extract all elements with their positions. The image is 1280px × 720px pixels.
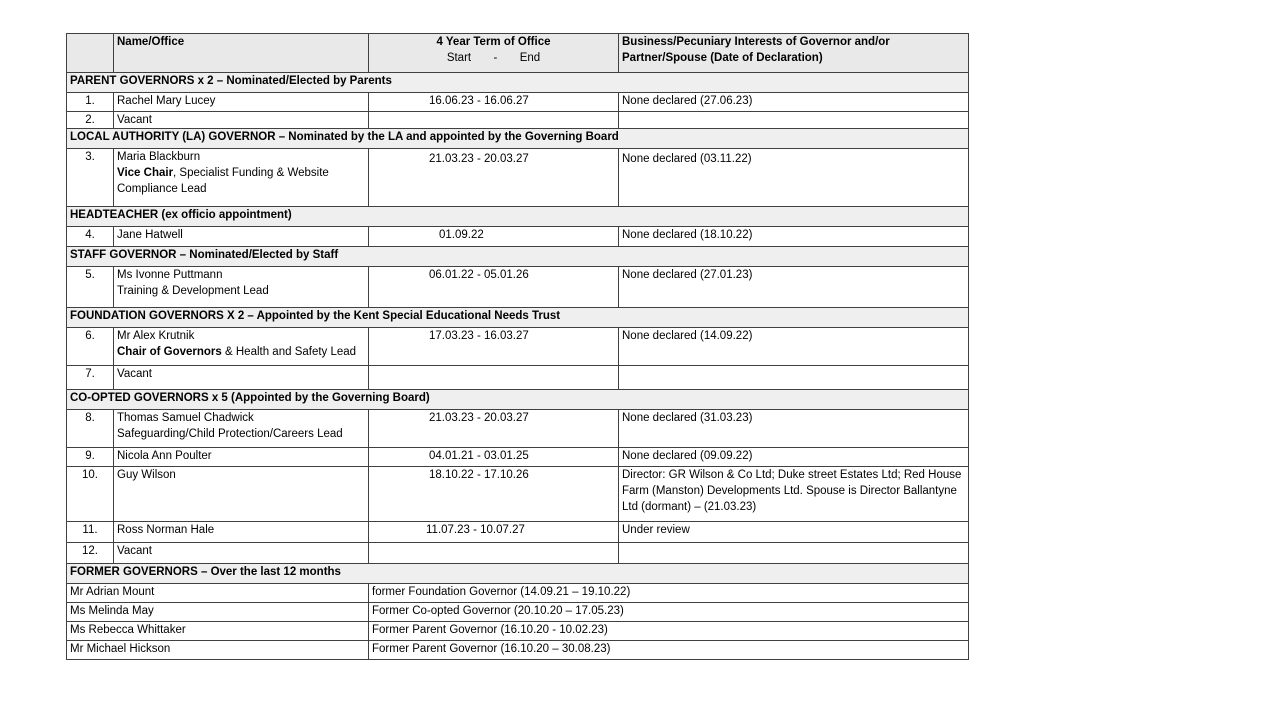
row-name: Jane Hatwell	[114, 227, 369, 247]
header-term-title: 4 Year Term of Office	[436, 36, 551, 48]
row-name: Mr Alex Krutnik	[117, 330, 195, 342]
section-title: LOCAL AUTHORITY (LA) GOVERNOR – Nominated by the LA and appointed by the Governing Board	[67, 129, 969, 149]
table-row	[67, 410, 969, 448]
former-name: Mr Michael Hickson	[67, 641, 369, 660]
row-term: 04.01.21 - 03.01.25	[369, 448, 619, 467]
table-row	[67, 366, 969, 390]
row-number: 5.	[67, 267, 114, 308]
section-staff-governor	[67, 247, 969, 267]
former-name: Mr Adrian Mount	[67, 584, 369, 603]
former-governor-row	[67, 584, 969, 603]
row-name-office	[114, 149, 369, 207]
row-term: 17.03.23 - 16.03.27	[369, 328, 619, 366]
header-term	[369, 34, 619, 73]
former-governor-row	[67, 603, 969, 622]
governors-table	[66, 33, 969, 660]
header-term-start: Start	[446, 52, 472, 64]
row-name: Ross Norman Hale	[114, 522, 369, 543]
row-interests: Under review	[619, 522, 969, 543]
section-title: STAFF GOVERNOR – Nominated/Elected by Staff	[67, 247, 969, 267]
table-row	[67, 448, 969, 467]
row-role: Training & Development Lead	[117, 285, 269, 297]
row-term: 21.03.23 - 20.03.27	[369, 149, 619, 207]
section-title: CO-OPTED GOVERNORS x 5 (Appointed by the Governing Board)	[67, 390, 969, 410]
section-former-governors	[67, 564, 969, 584]
former-detail: Former Parent Governor (16.10.20 – 30.08.23)	[369, 641, 969, 660]
row-term	[369, 543, 619, 564]
header-term-start-end	[372, 50, 615, 66]
section-coopted-governors	[67, 390, 969, 410]
row-role-bold: Chair of Governors	[117, 346, 222, 358]
row-name: Vacant	[114, 112, 369, 129]
section-title: FORMER GOVERNORS – Over the last 12 months	[67, 564, 969, 584]
header-interests: Business/Pecuniary Interests of Governor and/or Partner/Spouse (Date of Declaration)	[619, 34, 969, 73]
row-number: 8.	[67, 410, 114, 448]
row-interests: None declared (14.09.22)	[619, 328, 969, 366]
row-term	[369, 112, 619, 129]
row-number: 2.	[67, 112, 114, 129]
former-governor-row	[67, 641, 969, 660]
row-role: , Specialist Funding & Website Compliance Lead	[117, 167, 329, 195]
former-name: Ms Rebecca Whittaker	[67, 622, 369, 641]
row-interests: None declared (03.11.22)	[619, 149, 969, 207]
table-row	[67, 227, 969, 247]
row-term: 01.09.22	[369, 227, 619, 247]
table-row	[67, 543, 969, 564]
row-name-office	[114, 328, 369, 366]
table-row	[67, 328, 969, 366]
row-term: 16.06.23 - 16.06.27	[369, 93, 619, 112]
row-interests: None declared (18.10.22)	[619, 227, 969, 247]
row-term: 11.07.23 - 10.07.27	[369, 522, 619, 543]
table-row	[67, 267, 969, 308]
former-detail: Former Co-opted Governor (20.10.20 – 17.05.23)	[369, 603, 969, 622]
row-number: 12.	[67, 543, 114, 564]
row-number: 9.	[67, 448, 114, 467]
header-term-end: End	[519, 52, 541, 64]
former-governor-row	[67, 622, 969, 641]
row-term: 21.03.23 - 20.03.27	[369, 410, 619, 448]
section-foundation-governors	[67, 308, 969, 328]
row-term: 06.01.22 - 05.01.26	[369, 267, 619, 308]
section-headteacher	[67, 207, 969, 227]
table-row	[67, 522, 969, 543]
row-number: 4.	[67, 227, 114, 247]
row-name: Nicola Ann Poulter	[114, 448, 369, 467]
row-interests	[619, 543, 969, 564]
row-number: 11.	[67, 522, 114, 543]
former-name: Ms Melinda May	[67, 603, 369, 622]
row-role: & Health and Safety Lead	[221, 346, 357, 358]
row-number: 7.	[67, 366, 114, 390]
row-interests: None declared (09.09.22)	[619, 448, 969, 467]
row-interests	[619, 112, 969, 129]
row-name: Guy Wilson	[114, 467, 369, 522]
row-number: 10.	[67, 467, 114, 522]
header-term-dash: -	[493, 52, 498, 64]
row-role: Safeguarding/Child Protection/Careers Lead	[117, 428, 343, 440]
section-title: FOUNDATION GOVERNORS X 2 – Appointed by the Kent Special Educational Needs Trust	[67, 308, 969, 328]
row-name: Vacant	[114, 366, 369, 390]
table-row	[67, 93, 969, 112]
row-number: 3.	[67, 149, 114, 207]
section-la-governor	[67, 129, 969, 149]
section-parent-governors	[67, 73, 969, 93]
row-interests: None declared (27.06.23)	[619, 93, 969, 112]
header-number-cell	[67, 34, 114, 73]
row-name-office	[114, 410, 369, 448]
header-name-office: Name/Office	[114, 34, 369, 73]
row-number: 6.	[67, 328, 114, 366]
row-interests	[619, 366, 969, 390]
header-row	[67, 34, 969, 73]
row-name: Vacant	[114, 543, 369, 564]
former-detail: Former Parent Governor (16.10.20 - 10.02.23)	[369, 622, 969, 641]
former-detail: former Foundation Governor (14.09.21 – 19.10.22)	[369, 584, 969, 603]
row-name: Rachel Mary Lucey	[114, 93, 369, 112]
table-row	[67, 467, 969, 522]
table-row	[67, 149, 969, 207]
row-interests: None declared (27.01.23)	[619, 267, 969, 308]
row-interests: None declared (31.03.23)	[619, 410, 969, 448]
row-name-office	[114, 267, 369, 308]
table-row	[67, 112, 969, 129]
row-name: Thomas Samuel Chadwick	[117, 412, 254, 424]
row-number: 1.	[67, 93, 114, 112]
row-term	[369, 366, 619, 390]
row-name: Ms Ivonne Puttmann	[117, 269, 223, 281]
row-role-bold: Vice Chair	[117, 167, 174, 179]
section-title: PARENT GOVERNORS x 2 – Nominated/Elected by Parents	[67, 73, 969, 93]
section-title: HEADTEACHER (ex officio appointment)	[67, 207, 969, 227]
row-interests: Director: GR Wilson & Co Ltd; Duke street Estates Ltd; Red House Farm (Manston) Developments Ltd. Spouse is Director Ballantyne Ltd (dormant) – (21.03.23)	[619, 467, 969, 522]
row-term: 18.10.22 - 17.10.26	[369, 467, 619, 522]
row-name: Maria Blackburn	[117, 151, 201, 163]
